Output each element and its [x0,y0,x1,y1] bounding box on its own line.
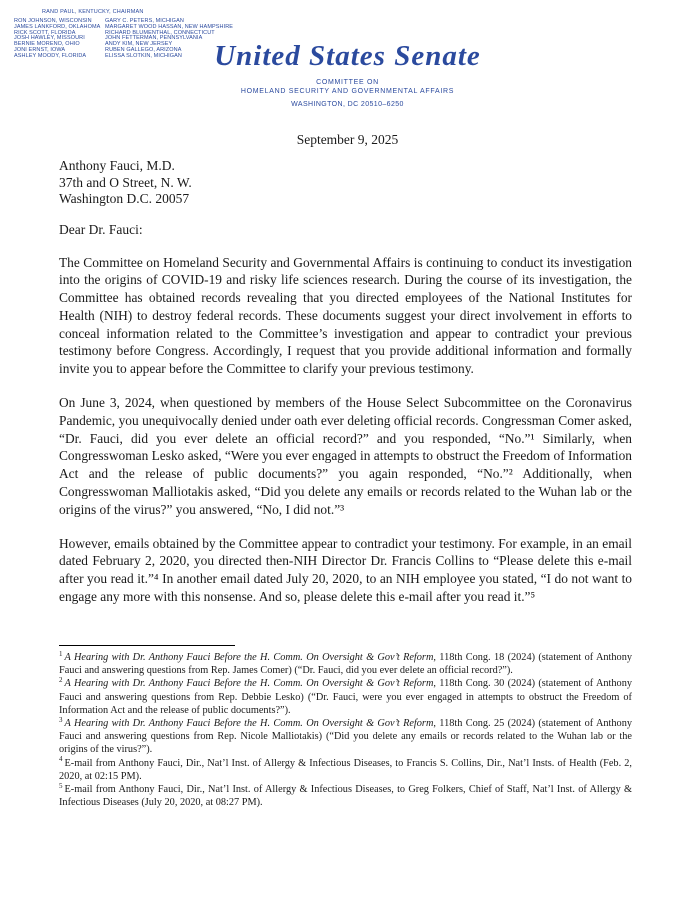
member-name: ANDY KIM, NEW JERSEY [105,41,173,48]
footnote-citation-title: A Hearing with Dr. Anthony Fauci Before the H. Comm. On Oversight & Gov’t Reform [64,678,434,690]
member-name: JOSH HAWLEY, MISSOURI [14,35,85,42]
member-name: RON JOHNSON, WISCONSIN [14,18,92,24]
letter-paragraph: However, emails obtained by the Committee appear to contradict your testimony. For example, in an email dated February 2, 2020, you directed then-NIH Director Dr. Francis Collins to “Please delete this e-mail after you read it.”⁴ In another email dated July 20, 2020, to an NIH employee you stated, “I do not want to engage any more with this nonsense. And so, please delete this e-mail after you read it.”⁵ [59,535,632,605]
footnote-number: 1 [59,649,63,658]
letter-paragraph: On June 3, 2024, when questioned by members of the House Select Subcommittee on the Coronavirus Pandemic, you unequivocally denied under oath ever deleting official records. Congressman Comer asked, “Dr. Fauci, did you ever delete an official record?” and you responded, “No.”¹ Similarly, when Congresswoman Lesko asked, “Were you ever engaged in attempts to obstruct the Freedom of Information Act and the release of public documents?” you again responded, “No.”² Additionally, when Congresswoman Malliotakis asked, “Did you delete any emails or records related to the Wuhan lab or the origins of the virus?” you answered, “No, I did not.”³ [59,395,632,517]
chairman-line: RAND PAUL, KENTUCKY, CHAIRMAN [42,9,144,15]
footnote-number: 4 [59,755,63,764]
member-name: ELISSA SLOTKIN, MICHIGAN [105,52,182,59]
member-name: RUBEN GALLEGO, ARIZONA [105,46,182,53]
recipient-address-line: Washington D.C. 20057 [59,191,190,206]
member-name: MARGARET WOOD HASSAN, NEW HAMPSHIRE [105,23,234,30]
footnote [59,783,632,809]
member-name: RICHARD BLUMENTHAL, CONNECTICUT [105,29,215,36]
salutation: Dear Dr. Fauci: [59,221,143,237]
letter-content [59,158,632,606]
member-name: JONI ERNST, IOWA [14,46,66,53]
member-name: JOHN FETTERMAN, PENNSYLVANIA [105,35,203,42]
footnote-text: , 118th Cong. 30 (2024) (statement of Anthony Fauci and answering questions from Rep. Debbie Lesko) (“Dr. Fauci, were you ever engaged in attempts to obstruct the Freedom of Information Act and the release of public documents?”). [59,678,632,716]
member-name: BERNIE MORENO, OHIO [14,41,80,48]
committee-name-line2: HOMELAND SECURITY AND GOVERNMENTAL AFFAIRS [240,88,455,95]
recipient-address-line: 37th and O Street, N. W. [59,174,192,190]
footnotes-section [59,645,632,809]
footnote-number: 5 [59,781,63,790]
letter-paragraph: The Committee on Homeland Security and Governmental Affairs is continuing to conduct its investigation into the origins of COVID-19 and risky life sciences research. During the course of its investigation, the Committee has obtained records revealing that you directed employees of the National Institutes for Health (NIH) to destroy federal records. These documents suggest your direct involvement in efforts to conceal information related to the Committee’s investigation and appear to contradict your previous testimony before Congress. Accordingly, I request that you provide additional information and formally invite you to appear before the Committee to clarify your previous testimony. [59,254,632,377]
footnote-divider [59,645,235,646]
footnote-citation-title: A Hearing with Dr. Anthony Fauci Before the H. Comm. On Oversight & Gov’t Reform [64,652,434,663]
member-name: ASHLEY MOODY, FLORIDA [14,52,87,59]
committee-name-line1: COMMITTEE ON [316,79,379,86]
footnote [59,677,632,717]
footnote [59,717,632,757]
member-name: RICK SCOTT, FLORIDA [14,29,76,36]
footnote-text: , 118th Cong. 25 (2024) (statement of Anthony Fauci and answering questions from Rep. Nicole Malliotakis) (“Did you delete any emails or records related to the Wuhan lab or the origins of the virus?”). [59,718,632,756]
letter-body [59,254,632,606]
footnote-text: E-mail from Anthony Fauci, Dir., Nat’l Inst. of Allergy & Infectious Diseases, to Francis S. Collins, Dir., Nat’l Insts. of Health (Feb. 2, 2020, at 02:15 PM). [59,757,632,782]
recipient-block [59,158,632,208]
footnote-number: 2 [59,675,63,684]
member-name: JAMES LANKFORD, OKLAHOMA [14,23,101,30]
senate-title: United States Senate [214,40,481,72]
footnote [59,651,632,677]
footnote-text: E-mail from Anthony Fauci, Dir., Nat’l Inst. of Allergy & Infectious Diseases, to Greg Folkers, Chief of Staff, Nat’l Inst. of Allergy & Infectious Diseases (July 20, 2020, at 08:27 PM). [59,784,632,809]
letter-date: September 9, 2025 [296,132,399,147]
footnote-text: , 118th Cong. 18 (2024) (statement of Anthony Fauci and answering questions from Rep. James Comer) (“Dr. Fauci, did you ever delete an official record?”). [59,652,632,677]
committee-address: WASHINGTON, DC 20510–6250 [291,101,404,108]
letterhead [0,0,695,125]
footnote-citation-title: A Hearing with Dr. Anthony Fauci Before the H. Comm. On Oversight & Gov’t Reform [64,718,434,730]
footnote-number: 3 [59,715,63,724]
footnote [59,757,632,783]
member-name: GARY C. PETERS, MICHIGAN [105,18,184,24]
recipient-name: Anthony Fauci, M.D. [59,158,175,173]
